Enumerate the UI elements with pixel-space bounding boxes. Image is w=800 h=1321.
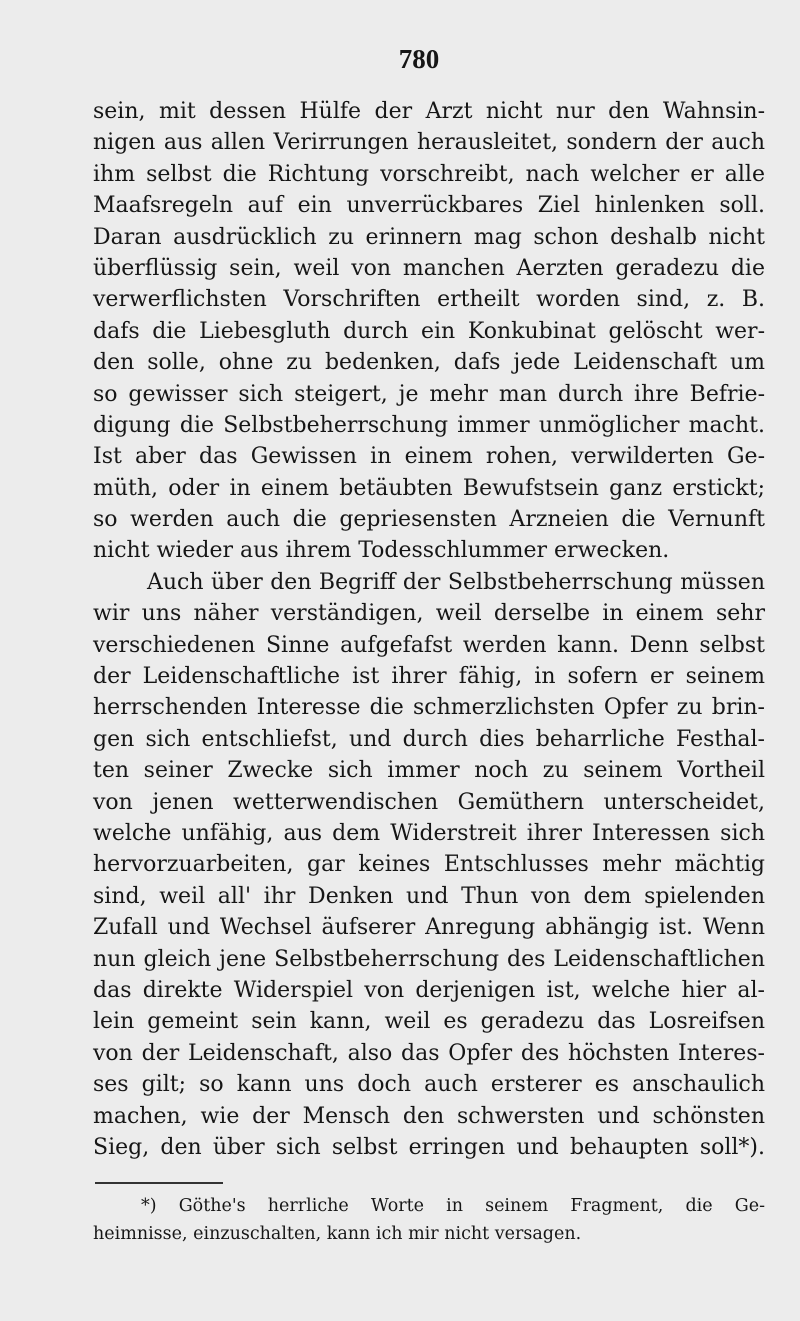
text-line: nun gleich jene Selbstbeherrschung des Leidenschaftlichen (93, 946, 765, 972)
text-line: der Leidenschaftliche ist ihrer fähig, in sofern er seinem (93, 664, 765, 690)
footnote (93, 1192, 765, 1248)
text-line: sind, weil all' ihr Denken und Thun von dem spielenden (93, 883, 765, 909)
text-line: das direkte Widerspiel von derjenigen ist, welche hier al- (93, 977, 765, 1003)
text-line: ten seiner Zwecke sich immer noch zu seinem Vortheil (93, 758, 765, 784)
text-line: welche unfähig, aus dem Widerstreit ihrer Interessen sich (93, 820, 765, 846)
page-number: 780 (398, 44, 440, 74)
text-line: hervorzuarbeiten, gar keines Entschlusses mehr mächtig (93, 852, 765, 878)
text-line: gen sich entschliefst, und durch dies beharrliche Festhal- (93, 726, 765, 752)
text-line: digung die Selbstbeherrschung immer unmöglicher macht. (93, 412, 765, 438)
text-line: von jenen wetterwendischen Gemüthern unterscheidet, (93, 789, 765, 815)
body-text (93, 96, 765, 1163)
text-line: machen, wie der Mensch den schwersten und schönsten (93, 1103, 765, 1129)
footnote-line: heimnisse, einzuschalten, kann ich mir nicht versagen. (93, 1224, 582, 1244)
footnote-divider (95, 1182, 223, 1184)
text-line: lein gemeint sein kann, weil es geradezu das Losreifsen (93, 1009, 765, 1035)
text-line: Maafsregeln auf ein unverrückbares Ziel hinlenken soll. (93, 193, 765, 219)
text-line: Ist aber das Gewissen in einem rohen, verwilderten Ge- (93, 444, 765, 470)
text-line: nicht wieder aus ihrem Todesschlummer erwecken. (93, 538, 670, 564)
text-line: so gewisser sich steigert, je mehr man durch ihre Befrie- (93, 381, 765, 407)
text-line: sein, mit dessen Hülfe der Arzt nicht nur den Wahnsin- (93, 99, 765, 124)
text-line: so werden auch die gepriesensten Arzneien die Vernunft (93, 507, 765, 533)
text-line: Daran ausdrücklich zu erinnern mag schon deshalb nicht (93, 224, 765, 250)
text-line: wir uns näher verständigen, weil derselbe in einem sehr (93, 601, 765, 627)
text-line: verwerflichsten Vorschriften ertheilt worden sind, z. B. (93, 287, 765, 313)
text-line: Zufall und Wechsel äufserer Anregung abhängig ist. Wenn (93, 915, 765, 941)
text-line: ihm selbst die Richtung vorschreibt, nach welcher er alle (93, 161, 765, 187)
text-line: verschiedenen Sinne aufgefafst werden kann. Denn selbst (93, 632, 765, 658)
text-line: von der Leidenschaft, also das Opfer des höchsten Interes- (93, 1040, 765, 1066)
text-line: Sieg, den über sich selbst erringen und behaupten soll*). (93, 1134, 765, 1160)
text-line: nigen aus allen Verirrungen herausleitet, sondern der auch (93, 130, 765, 156)
footnote-line: *) Göthe's herrliche Worte in seinem Fragment, die Ge- (141, 1196, 765, 1216)
text-line: herrschenden Interesse die schmerzlichsten Opfer zu brin- (93, 695, 765, 721)
text-line: ses gilt; so kann uns doch auch ersterer es anschaulich (93, 1072, 765, 1098)
paragraph-start-line: Auch über den Begriff der Selbstbeherrschung müssen (147, 569, 765, 595)
text-line: überflüssig sein, weil von manchen Aerzten geradezu die (93, 255, 765, 281)
text-line: dafs die Liebesgluth durch ein Konkubinat gelöscht wer- (93, 318, 765, 344)
text-line: müth, oder in einem betäubten Bewufstsein ganz erstickt; (93, 475, 765, 501)
text-line: den solle, ohne zu bedenken, dafs jede Leidenschaft um (93, 350, 765, 376)
